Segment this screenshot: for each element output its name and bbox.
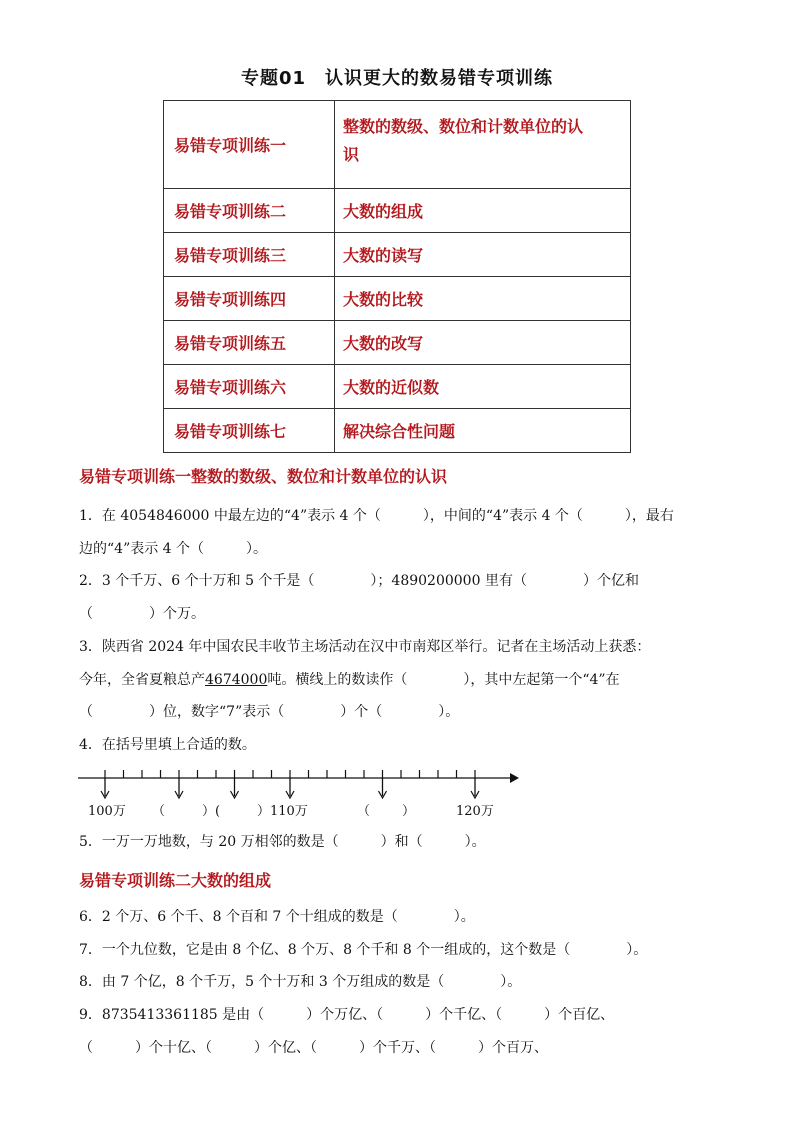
number-line-label: ） (402, 804, 416, 819)
question-text: 边的“4”表示 4 个（ ）。 (79, 541, 268, 557)
toc-label: 易错专项训练二 (164, 189, 335, 233)
toc-row (164, 277, 631, 321)
toc-row (164, 321, 631, 365)
toc-table (163, 100, 631, 453)
question-text: 5．一万一万地数，与 20 万相邻的数是（ ）和（ ）。 (79, 834, 486, 850)
toc-row (164, 101, 631, 189)
question-text: （ ）个万。 (79, 606, 205, 622)
toc-row (164, 233, 631, 277)
toc-label: 易错专项训练一 (164, 101, 335, 189)
underlined-number: 4674000 (205, 672, 268, 688)
question-text-part: 吨。横线上的数读作（ ），其中左起第一个“4”在 (267, 672, 620, 688)
number-line-label: （ (357, 804, 371, 819)
section-heading: 易错专项训练一整数的数级、数位和计数单位的认识 (79, 467, 448, 486)
toc-topic: 大数的读写 (335, 233, 631, 277)
toc-topic-line: 整数的数级、数位和计数单位的认 (343, 117, 584, 136)
toc-label: 易错专项训练五 (164, 321, 335, 365)
question-text: （ ）个十亿、（ ）个亿、（ ）个千万、（ ）个百万、 (79, 1040, 548, 1056)
question-text: （ ）位，数字“7”表示（ ）个（ ）。 (79, 704, 460, 720)
question-text: 6．2 个万、6 个千、8 个百和 7 个十组成的数是（ ）。 (79, 909, 475, 925)
question-text: 4．在括号里填上合适的数。 (79, 737, 256, 753)
number-line-label: ）( (202, 804, 221, 819)
question-text: 9．8735413361185 是由（ ）个万亿、（ ）个千亿、（ ）个百亿、 (79, 1007, 615, 1023)
question-text-part: 今年，全省夏粮总产 (79, 672, 205, 688)
toc-label: 易错专项训练六 (164, 365, 335, 409)
toc-row (164, 189, 631, 233)
toc-label: 易错专项训练三 (164, 233, 335, 277)
page-title: 专题01 认识更大的数易错专项训练 (240, 68, 554, 89)
question-text: 2．3 个千万、6 个十万和 5 个千是（ ）；4890200000 里有（ ）个亿和 (79, 573, 639, 589)
number-line-label: 100万 (88, 804, 126, 819)
toc-row (164, 365, 631, 409)
toc-topic: 大数的改写 (335, 321, 631, 365)
toc-label: 易错专项训练七 (164, 409, 335, 453)
toc-topic: 大数的近似数 (335, 365, 631, 409)
toc-topic: 大数的比较 (335, 277, 631, 321)
toc-label: 易错专项训练四 (164, 277, 335, 321)
question-text: 7．一个九位数，它是由 8 个亿、8 个万、8 个千和 8 个一组成的，这个数是（ ）。 (79, 942, 648, 958)
number-line-label: （ (152, 804, 166, 819)
toc-row (164, 409, 631, 453)
question-text: 8．由 7 个亿，8 个千万，5 个十万和 3 个万组成的数是（ ）。 (79, 974, 522, 990)
toc-topic: 大数的组成 (335, 189, 631, 233)
number-line-label: ）110万 (257, 804, 308, 819)
toc-topic-line: 识 (343, 145, 360, 164)
question-text: 1．在 4054846000 中最左边的“4”表示 4 个（ ），中间的“4”表示 4 个（ ），最右 (79, 508, 674, 524)
toc-topic: 解决综合性问题 (335, 409, 631, 453)
toc-topic (335, 101, 631, 189)
number-line-group (78, 770, 519, 798)
section-heading: 易错专项训练二大数的组成 (79, 871, 272, 890)
number-line-label: 120万 (456, 804, 494, 819)
arrowhead-icon (510, 773, 519, 783)
question-text (79, 669, 620, 689)
question-text: 3．陕西省 2024 年中国农民丰收节主场活动在汉中市南郑区举行。记者在主场活动上获悉： (79, 639, 651, 655)
